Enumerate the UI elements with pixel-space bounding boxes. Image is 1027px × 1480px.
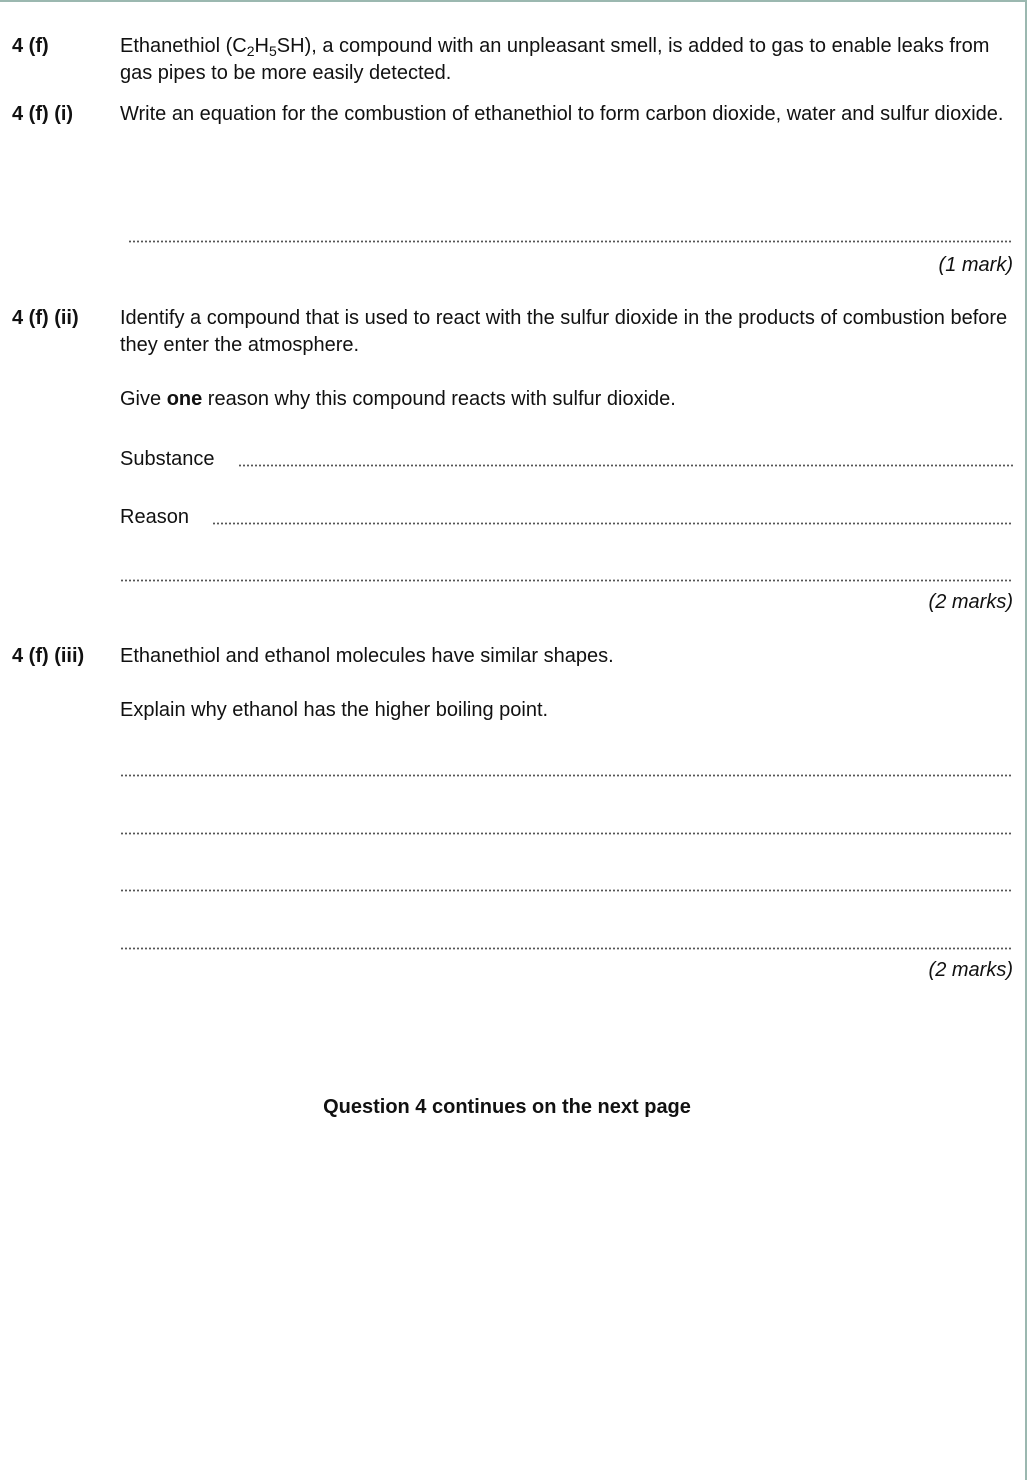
emphasis: one <box>166 388 203 410</box>
answer-line[interactable] <box>120 774 1013 777</box>
page-border-top <box>0 0 1027 2</box>
substance-answer-line[interactable] <box>238 464 1013 467</box>
question-instruction: Explain why ethanol has the higher boiling point. <box>120 699 549 721</box>
continuation-note: Question 4 continues on the next page <box>323 1096 691 1118</box>
answer-line[interactable] <box>128 240 1013 243</box>
text-part: Ethanethiol (C <box>120 35 247 57</box>
substance-label: Substance <box>120 448 215 470</box>
answer-line[interactable] <box>120 889 1013 892</box>
marks-label: (2 marks) <box>928 959 1013 981</box>
text-part: Give <box>120 388 167 410</box>
marks-label: (2 marks) <box>928 591 1013 613</box>
text-part: reason why this compound reacts with sulfur dioxide. <box>202 388 676 410</box>
answer-line[interactable] <box>120 947 1013 950</box>
answer-line[interactable] <box>120 832 1013 835</box>
question-label: 4 (f) <box>12 35 49 57</box>
reason-answer-line[interactable] <box>212 522 1013 525</box>
question-text: Write an equation for the combustion of ethanethiol to form carbon dioxide, water and sulfur dioxide. <box>120 103 1004 125</box>
question-label: 4 (f) (i) <box>12 103 74 125</box>
question-label: 4 (f) (ii) <box>12 307 79 329</box>
subscript: 2 <box>246 43 255 59</box>
text-part: H <box>254 35 269 57</box>
question-text: Identify a compound that is used to react with the sulfur dioxide in the products of combustion before they enter the atmosphere. <box>120 307 1008 356</box>
text-part: SH), a compound with an unpleasant smell, is added to gas to enable leaks from gas pipes to be more easily detected. <box>120 35 990 84</box>
reason-label: Reason <box>120 506 189 528</box>
question-text <box>120 33 1013 87</box>
question-text: Ethanethiol and ethanol molecules have similar shapes. <box>120 645 614 667</box>
marks-label: (1 mark) <box>938 254 1013 276</box>
question-instruction <box>120 386 1013 413</box>
answer-line[interactable] <box>120 579 1013 582</box>
subscript: 5 <box>269 43 277 59</box>
question-label: 4 (f) (iii) <box>12 645 85 667</box>
